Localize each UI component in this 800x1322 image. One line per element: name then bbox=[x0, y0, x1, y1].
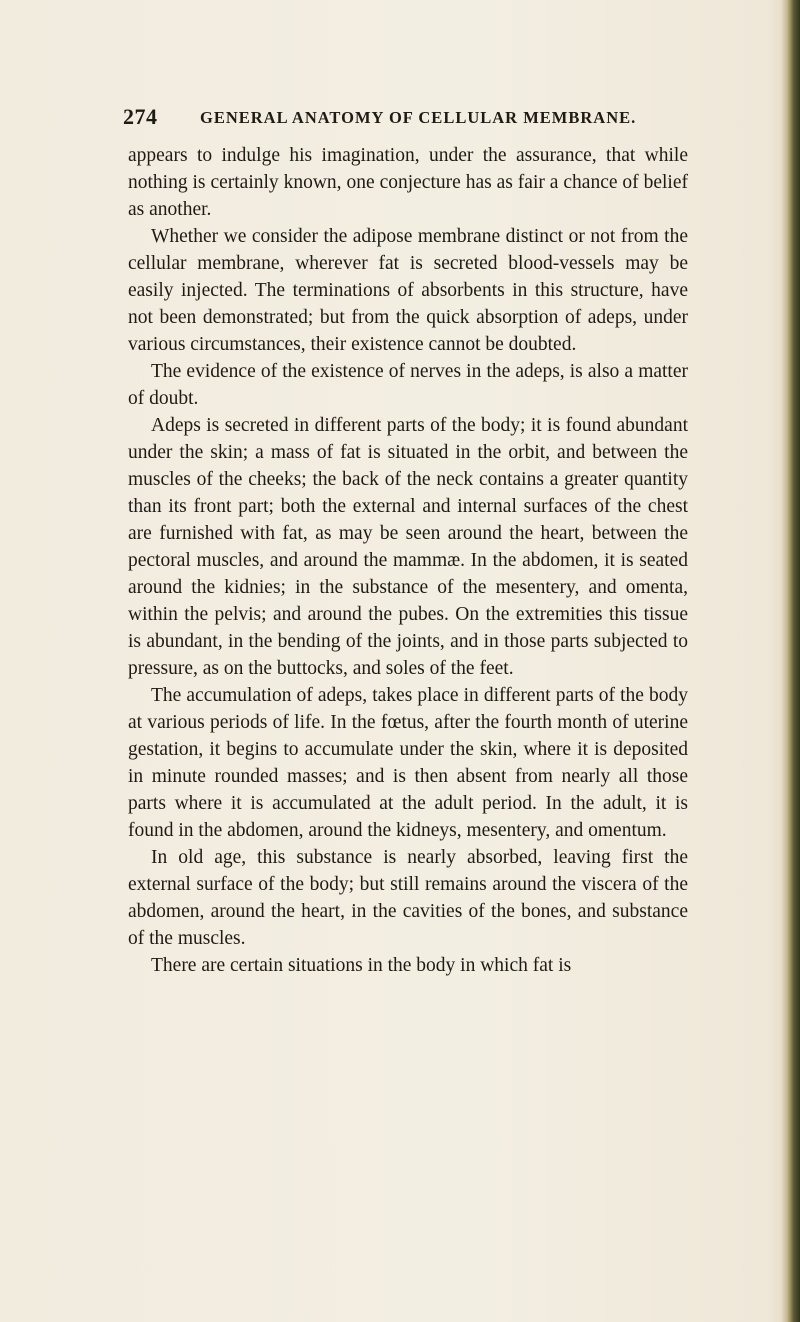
running-head: GENERAL ANATOMY OF CELLULAR MEMBRANE. bbox=[200, 108, 637, 127]
paragraph-old-age: In old age, this substance is nearly absorbed, leaving first the external surface of the body; but still remains around the viscera of the abdomen, around the heart, in the cavities of the bones, and substance of the muscles. bbox=[128, 847, 688, 949]
body-text bbox=[128, 142, 688, 979]
page-number: 274 bbox=[123, 104, 158, 129]
paragraph-nerves: The evidence of the existence of nerves in the adeps, is also a matter of doubt. bbox=[128, 361, 688, 409]
page-header bbox=[123, 104, 643, 134]
paragraph-continuation: appears to indulge his imagination, under the assurance, that while nothing is certainly known, one conjecture has as fair a chance of belief as another. bbox=[128, 145, 688, 220]
paragraph-accumulation: The accumulation of adeps, takes place in different parts of the body at various periods of life. In the fœtus, after the fourth month of uterine gestation, it begins to accumulate under the skin, where it is deposited in minute rounded masses; and is then absent from nearly all those parts where it is accumulated at the adult period. In the adult, it is found in the abdomen, around the kidneys, mesentery, and omentum. bbox=[128, 685, 688, 841]
paragraph-certain-situations: There are certain situations in the body in which fat is bbox=[151, 955, 572, 976]
paragraph-adeps-locations: Adeps is secreted in different parts of the body; it is found abundant under the skin; a mass of fat is situated in the orbit, and between the muscles of the cheeks; the back of the neck contains a greater quantity than its front part; both the external and internal surfaces of the chest are furnished with fat, as may be seen around the heart, between the pectoral muscles, and around the mammæ. In the abdomen, it is seated around the kidnies; in the substance of the mesentery, and omenta, within the pelvis; and around the pubes. On the extremities this tissue is abundant, in the bending of the joints, and in those parts subjected to pressure, as on the buttocks, and soles of the feet. bbox=[128, 415, 688, 679]
book-edge bbox=[786, 0, 800, 1322]
paragraph-adipose-vessels: Whether we consider the adipose membrane distinct or not from the cellular membrane, wherever fat is secreted blood-vessels may be easily injected. The terminations of absorbents in this structure, have not been demonstrated; but from the quick absorption of adeps, under various circumstances, their existence cannot be doubted. bbox=[128, 226, 688, 355]
